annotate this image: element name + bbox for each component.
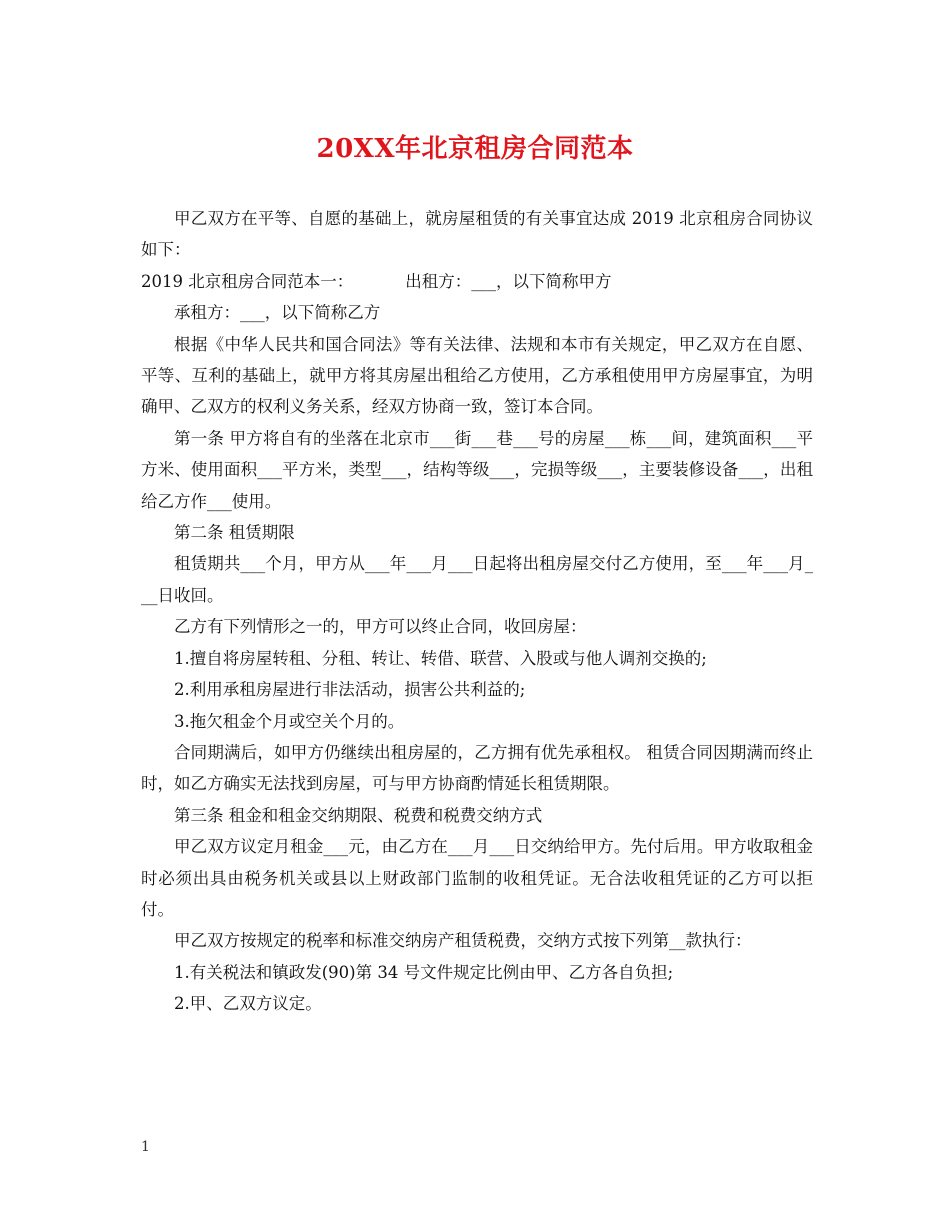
termination-conditions-paragraph: 乙方有下列情形之一的，甲方可以终止合同，收回房屋：	[174, 617, 587, 637]
rent-paragraph: 甲乙双方议定月租金___元，由乙方在___月___日交纳给甲方。先付后用。甲方收取租金时必须出具由税务机关或县以上财政部门监制的收租凭证。无合法收租凭证的乙方可以拒付。	[141, 837, 813, 919]
spacer	[353, 266, 405, 297]
intro-paragraph: 甲乙双方在平等、自愿的基础上，就房屋租赁的有关事宜达成 2019 北京租房合同协议如下：	[141, 209, 813, 260]
lease-term-paragraph: 租赁期共___个月，甲方从___年___月___日起将出租房屋交付乙方使用，至___年___月___日收回。	[141, 554, 813, 605]
contract-sample-label: 2019 北京租房合同范本一：	[141, 271, 354, 291]
tax-item-2: 2.甲、乙双方议定。	[174, 994, 322, 1014]
lessor-line: 出租方：___，以下简称甲方	[405, 271, 612, 291]
contract-body	[141, 203, 813, 1020]
article-1-paragraph: 第一条 甲方将自有的坐落在北京市___街___巷___号的房屋___栋___间，建筑面积___平方米、使用面积___平方米，类型___，结构等级___，完损等级___，主要装修设备___，出租给乙方作___使用。	[141, 428, 813, 511]
tax-item-1: 1.有关税法和镇政发(90)第 34 号文件规定比例由甲、乙方各自负担;	[174, 962, 674, 982]
condition-item-3: 3.拖欠租金个月或空关个月的。	[174, 711, 405, 731]
document-title: 20XX年北京租房合同范本	[316, 134, 634, 164]
article-3-heading: 第三条 租金和租金交纳期限、税费和税费交纳方式	[174, 805, 543, 825]
contract-heading-line	[141, 266, 813, 297]
legal-basis-paragraph: 根据《中华人民共和国合同法》等有关法律、法规和本市有关规定，甲乙双方在自愿、平等、互利的基础上，就甲方将其房屋出租给乙方使用，乙方承租使用甲方房屋事宜，为明确甲、乙双方的权利义务关系，经双方协商一致，签订本合同。	[141, 334, 813, 417]
page-number: 1	[141, 1139, 150, 1155]
lessee-line: 承租方：___，以下简称乙方	[174, 303, 381, 323]
condition-item-2: 2.利用承租房屋进行非法活动，损害公共利益的;	[174, 680, 526, 700]
renewal-paragraph: 合同期满后，如甲方仍继续出租房屋的，乙方拥有优先承租权。 租赁合同因期满而终止时，如乙方确实无法找到房屋，可与甲方协商酌情延长租赁期限。	[141, 742, 813, 794]
condition-item-1: 1.擅自将房屋转租、分租、转让、转借、联营、入股或与他人调剂交换的;	[174, 648, 707, 668]
article-2-heading: 第二条 租赁期限	[174, 523, 295, 543]
tax-paragraph: 甲乙双方按规定的税率和标准交纳房产租赁税费，交纳方式按下列第__款执行：	[174, 931, 752, 951]
